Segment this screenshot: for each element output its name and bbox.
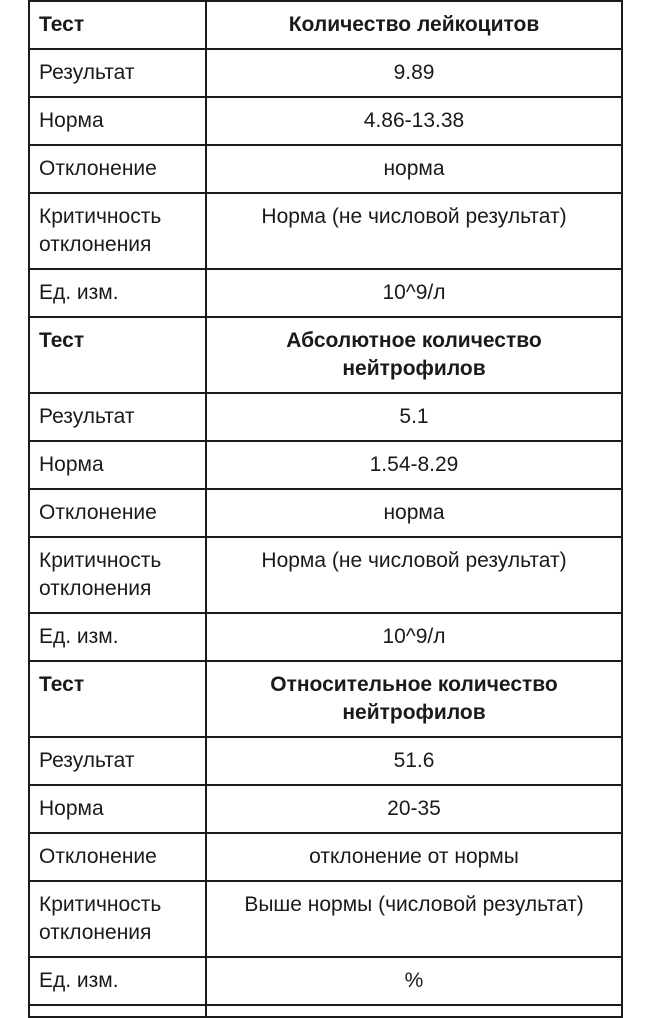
result-value: 51.6 [206, 737, 622, 785]
unit-value: 10^9/л [206, 613, 622, 661]
test-label: Тест [29, 1, 206, 49]
reference-range-row [29, 441, 622, 489]
cut-off-cell [29, 1005, 206, 1017]
row-label: Ед. изм. [29, 957, 206, 1005]
test-header-row [29, 1, 622, 49]
row-label: Норма [29, 441, 206, 489]
deviation-severity-value: Норма (не числовой результат) [206, 193, 622, 269]
deviation-severity-value: Выше нормы (числовой результат) [206, 881, 622, 957]
result-value: 9.89 [206, 49, 622, 97]
unit-row [29, 269, 622, 317]
deviation-severity-row [29, 881, 622, 957]
deviation-row [29, 145, 622, 193]
row-label: Отклонение [29, 833, 206, 881]
reference-range-value: 20-35 [206, 785, 622, 833]
cut-off-row [29, 1005, 622, 1017]
deviation-severity-row [29, 193, 622, 269]
deviation-value: норма [206, 145, 622, 193]
deviation-severity-row [29, 537, 622, 613]
test-name: Количество лейкоцитов [206, 1, 622, 49]
deviation-value: отклонение от нормы [206, 833, 622, 881]
reference-range-row [29, 785, 622, 833]
row-label: Норма [29, 97, 206, 145]
row-label: Отклонение [29, 489, 206, 537]
result-row [29, 49, 622, 97]
row-label: Отклонение [29, 145, 206, 193]
deviation-value: норма [206, 489, 622, 537]
reference-range-value: 1.54-8.29 [206, 441, 622, 489]
deviation-severity-value: Норма (не числовой результат) [206, 537, 622, 613]
test-name: Абсолютное количество нейтрофилов [206, 317, 622, 393]
test-label: Тест [29, 317, 206, 393]
reference-range-row [29, 97, 622, 145]
unit-value: 10^9/л [206, 269, 622, 317]
unit-row [29, 957, 622, 1005]
row-label: Результат [29, 393, 206, 441]
result-value: 5.1 [206, 393, 622, 441]
row-label: Критичность отклонения [29, 537, 206, 613]
unit-value: % [206, 957, 622, 1005]
test-name: Относительное количество нейтрофилов [206, 661, 622, 737]
reference-range-value: 4.86-13.38 [206, 97, 622, 145]
test-header-row [29, 661, 622, 737]
result-row [29, 393, 622, 441]
row-label: Ед. изм. [29, 613, 206, 661]
row-label: Результат [29, 49, 206, 97]
row-label: Критичность отклонения [29, 881, 206, 957]
result-row [29, 737, 622, 785]
row-label: Ед. изм. [29, 269, 206, 317]
row-label: Норма [29, 785, 206, 833]
test-label: Тест [29, 661, 206, 737]
deviation-row [29, 833, 622, 881]
unit-row [29, 613, 622, 661]
cut-off-cell [206, 1005, 622, 1017]
lab-results-table [28, 0, 623, 1018]
row-label: Критичность отклонения [29, 193, 206, 269]
test-header-row [29, 317, 622, 393]
row-label: Результат [29, 737, 206, 785]
deviation-row [29, 489, 622, 537]
